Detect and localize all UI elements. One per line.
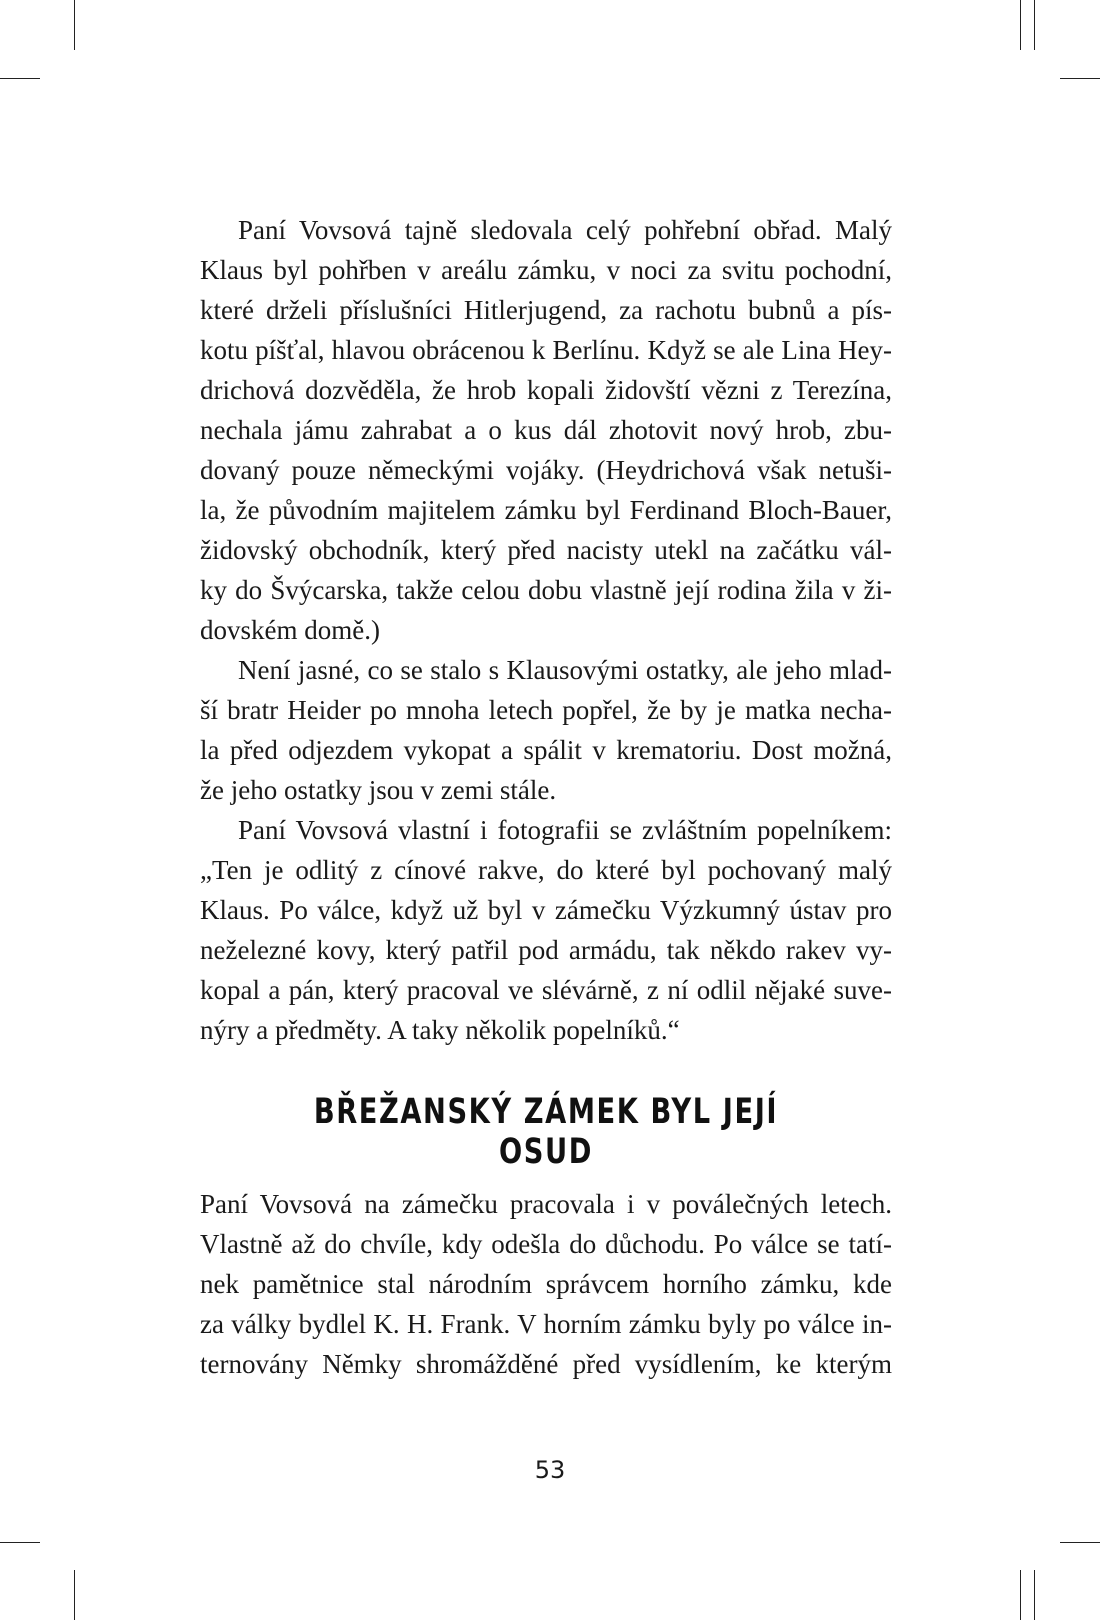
text-line: nýry a předměty. A taky několik popelníků.“	[200, 1015, 680, 1045]
crop-mark-top-right-vertical-2	[1034, 0, 1035, 50]
text-line: Paní Vovsová tajně sledovala celý pohřební obřad. Malý	[238, 215, 892, 245]
text-line: la před odjezdem vykopat a spálit v krematoriu. Dost možná,	[200, 735, 892, 765]
crop-mark-top-left-horizontal	[0, 78, 40, 79]
text-line: neželezné kovy, který patřil pod armádu, tak někdo rakev vy-	[200, 935, 892, 965]
text-line: Vlastně až do chvíle, kdy odešla do důchodu. Po válce se tatí-	[200, 1229, 892, 1259]
body-text-section-2	[200, 1184, 892, 1384]
crop-mark-bottom-right-vertical-2	[1034, 1570, 1035, 1620]
text-line: že jeho ostatky jsou v zemi stále.	[200, 775, 557, 805]
text-line: za války bydlel K. H. Frank. V horním zámku byly po válce in-	[200, 1309, 892, 1339]
text-line: Paní Vovsová na zámečku pracovala i v poválečných letech.	[200, 1189, 892, 1219]
text-line: drichová dozvěděla, že hrob kopali židovští vězni z Terezína,	[200, 375, 892, 405]
text-line: které drželi příslušníci Hitlerjugend, za rachotu bubnů a pís-	[200, 295, 892, 325]
text-line: kopal a pán, který pracoval ve slévárně, z ní odlil nějaké suve-	[200, 975, 892, 1005]
crop-mark-top-right-vertical	[1020, 0, 1021, 50]
text-line: kotu píšťal, hlavou obrácenou k Berlínu. Když se ale Lina Hey-	[200, 335, 892, 365]
text-line: nechala jámu zahrabat a o kus dál zhotovit nový hrob, zbu-	[200, 415, 892, 445]
text-line: Paní Vovsová vlastní i fotografii se zvláštním popelníkem:	[238, 815, 892, 845]
crop-mark-bottom-right-vertical	[1020, 1570, 1021, 1620]
crop-mark-top-right-horizontal	[1060, 78, 1100, 79]
text-line: Klaus. Po válce, když už byl v zámečku Výzkumný ústav pro	[200, 895, 892, 925]
text-line: ky do Švýcarska, takže celou dobu vlastně její rodina žila v ži-	[200, 575, 892, 605]
crop-mark-bottom-left-vertical	[74, 1570, 75, 1620]
text-line: la, že původním majitelem zámku byl Ferdinand Bloch-Bauer,	[200, 495, 892, 525]
text-line: dovaný pouze německými vojáky. (Heydrichová však netuši-	[200, 455, 892, 485]
text-line: „Ten je odlitý z cínové rakve, do které byl pochovaný malý	[200, 855, 892, 885]
body-text-section-1	[200, 210, 892, 1050]
page-number: 53	[534, 1456, 566, 1484]
section-heading: BŘEŽANSKÝ ZÁMEK BYL JEJÍ OSUD	[313, 1092, 779, 1172]
text-line: židovský obchodník, který před nacisty utekl na začátku vál-	[200, 535, 892, 565]
text-line: Není jasné, co se stalo s Klausovými ostatky, ale jeho mlad-	[238, 655, 892, 685]
text-line: dovském domě.)	[200, 615, 380, 645]
crop-mark-top-left-vertical	[74, 0, 75, 50]
text-line: nek pamětnice stal národním správcem horního zámku, kde	[200, 1269, 892, 1299]
text-line: ší bratr Heider po mnoha letech popřel, že by je matka necha-	[200, 695, 892, 725]
crop-mark-bottom-left-horizontal	[0, 1542, 40, 1543]
text-line: ternovány Němky shromážděné před vysídlením, ke kterým	[200, 1349, 892, 1379]
crop-mark-bottom-right-horizontal	[1060, 1542, 1100, 1543]
text-line: Klaus byl pohřben v areálu zámku, v noci za svitu pochodní,	[200, 255, 892, 285]
